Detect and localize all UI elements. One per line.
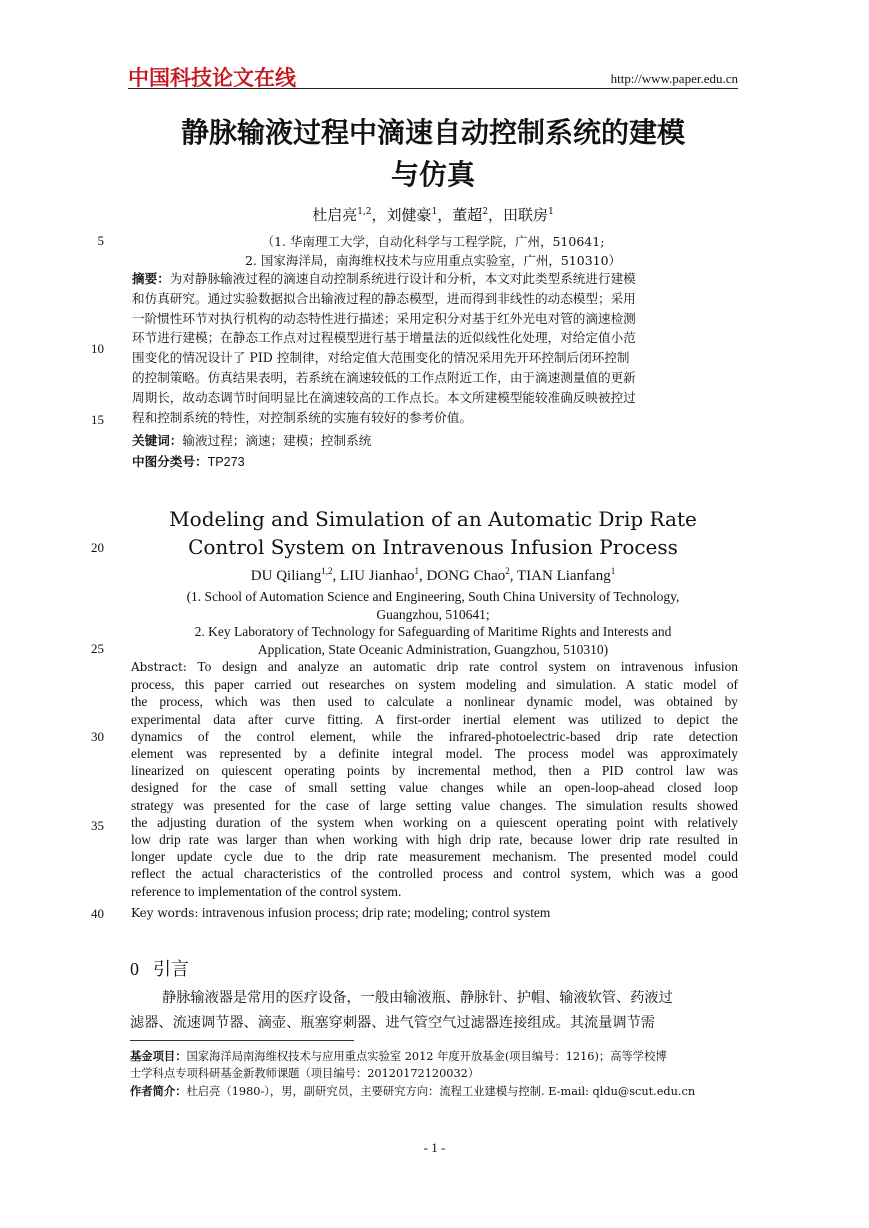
section-title: 引言 xyxy=(153,959,189,980)
abstract-zh xyxy=(132,269,738,427)
abstract-en-line: process, this paper carried out researches on system modeling and simulation. A static model of xyxy=(131,677,738,693)
affiliation-en-line: 2. Key Laboratory of Technology for Safeguarding of Maritime Rights and Interests and xyxy=(194,624,672,640)
fund-text-cont: 士学科点专项科研基金新教师课题（项目编号：20120172120032） xyxy=(130,1067,480,1081)
abstract-zh-label: 摘要： xyxy=(132,271,170,286)
abstract-zh-line: 和仿真研究。通过实验数据拟合出输液过程的静态模型，进而得到非线性的动态模型；采用 xyxy=(132,290,636,306)
affiliation-zh-2: 2. 国家海洋局，南海维权技术与应用重点实验室，广州，510310） xyxy=(244,253,622,268)
line-number: 10 xyxy=(91,341,104,356)
abstract-en-label: Abstract: xyxy=(131,660,187,674)
abstract-zh-line: 为对静脉输液过程的滴速自动控制系统进行设计和分析，本文对此类型系统进行建模 xyxy=(169,271,636,286)
intro-line: 滤器、流速调节器、滴壶、瓶塞穿刺器、进气管空气过滤器连接组成。其流量调节需 xyxy=(130,1015,655,1031)
keywords-en-text: intravenous infusion process; drip rate; modeling; control system xyxy=(201,905,551,920)
title-en-line2: Control System on Intravenous Infusion Process xyxy=(188,535,678,559)
title-zh-line1: 静脉输液过程中滴速自动控制系统的建模 xyxy=(180,116,685,149)
affiliation-en-line: (1. School of Automation Science and Engineering, South China University of Technology, xyxy=(186,589,680,604)
title-en-line1: Modeling and Simulation of an Automatic Drip Rate xyxy=(169,507,697,531)
fund-label: 基金项目： xyxy=(130,1050,187,1063)
abstract-zh-line: 周期长，故动态调节时间明显比在滴速较高的工作点长。本文所建模型能较准确反映被控过 xyxy=(132,389,636,405)
title-zh-line2: 与仿真 xyxy=(390,158,475,191)
keywords-en-label: Key words: xyxy=(131,906,199,920)
author-bio-label: 作者简介： xyxy=(130,1084,187,1098)
site-logo: 中国科技论文在线 xyxy=(128,66,296,90)
intro-line: 静脉输液器是常用的医疗设备，一般由输液瓶、静脉针、护帽、输液软管、药液过 xyxy=(162,990,673,1006)
affiliation-en-line: Guangzhou, 510641; xyxy=(376,606,490,622)
abstract-en-line: designed for the case of small setting value changes while an open-loop-ahead closed loop xyxy=(131,780,738,796)
abstract-en-line: longer update cycle due to the drip rate measurement mechanism. The presented model could xyxy=(131,849,738,865)
authors-zh: 杜启亮$^{1,2}$，刘健豪$^1$，董超$^2$，田联房$^1$ xyxy=(312,206,554,224)
abstract-en-line: low drip rate was larger than when working with high drip rate, because lower drip rate resulted in xyxy=(131,832,738,848)
line-number: 15 xyxy=(91,412,104,427)
line-number: 30 xyxy=(91,729,104,744)
authors-en: DU Qiliang$^{1,2}$, LIU Jianhao$^1$, DONG Chao$^2$, TIAN Lianfang$^1$ xyxy=(250,566,616,584)
line-number: 25 xyxy=(91,641,104,656)
abstract-en-line: the process, which was then used to calculate a nonlinear dynamic model, was obtained by xyxy=(131,694,738,710)
classification-zh-label: 中图分类号： xyxy=(132,454,208,469)
keywords-en xyxy=(131,905,738,921)
header-rule xyxy=(128,88,738,89)
line-number: 40 xyxy=(91,906,104,921)
intro-paragraph xyxy=(130,986,738,1036)
site-url[interactable]: http://www.paper.edu.cn xyxy=(610,71,738,86)
section-number: 0 xyxy=(130,959,139,979)
paper-title-en xyxy=(128,505,738,561)
abstract-zh-line: 程和控制系统的特性，对控制系统的实施有较好的参考价值。 xyxy=(132,409,473,425)
footnote-rule xyxy=(130,1040,354,1041)
abstract-en-line: To design and analyze an automatic drip rate control system on intravenous infusion xyxy=(197,659,739,674)
abstract-zh-line: 的控制策略。仿真结果表明，若系统在滴速较低的工作点附近工作，由于滴速测量值的更新 xyxy=(132,369,636,385)
abstract-en-line: element was represented by a definite integral model. The process model was approximately xyxy=(131,746,738,762)
abstract-en-line: reference to implementation of the control system. xyxy=(131,883,402,899)
abstract-en-line: the adjusting duration of the system when working on a quiescent operating point with relatively xyxy=(131,814,738,830)
abstract-zh-line: 环节进行建模；在静态工作点对过程模型进行基于增量法的近似线性化处理，对给定值小范 xyxy=(132,330,636,346)
affiliation-zh-1: （1. 华南理工大学，自动化科学与工程学院，广州，510641; xyxy=(261,234,605,249)
affiliation-en-line: Application, State Oceanic Administration, Guangzhou, 510310) xyxy=(257,641,609,657)
footnotes xyxy=(130,1048,738,1100)
abstract-en-line: strategy was presented for the case of large setting value changes. The simulation results showed xyxy=(131,797,738,813)
affiliations-en xyxy=(128,588,738,658)
abstract-zh-line: 一阶惯性环节对执行机构的动态特性进行描述；采用定积分对基于红外光电对管的滴速检测 xyxy=(132,310,636,326)
section-heading xyxy=(130,955,189,981)
abstract-en-line: dynamics of the control element, while the infrared-photoelectric-based drip rate detection xyxy=(131,728,738,744)
line-number: 20 xyxy=(91,540,104,555)
keywords-zh xyxy=(132,430,738,449)
abstract-en-line: reflect the actual characteristics of the controlled process and control system, which was a good xyxy=(131,866,738,882)
line-number: 5 xyxy=(97,233,104,248)
abstract-zh-line: 围变化的情况设计了 PID 控制律，对给定值大范围变化的情况采用先开环控制后闭环控制 xyxy=(132,350,630,366)
abstract-en-line: experimental data after curve fitting. A first-order inertial element was utilized to depict the xyxy=(131,711,738,727)
classification-zh-text: TP273 xyxy=(207,455,245,469)
fund-text: 国家海洋局南海维权技术与应用重点实验室 2012 年度开放基金(项目编号：1216)；高等学校博 xyxy=(186,1050,667,1063)
abstract-en xyxy=(131,658,738,900)
classification-zh xyxy=(132,451,738,470)
abstract-en-line: linearized on quiescent operating points by incremental method, then a PID control law was xyxy=(131,763,738,779)
line-number: 35 xyxy=(91,818,104,833)
keywords-zh-text: 输液过程；滴速；建模；控制系统 xyxy=(182,433,372,448)
paper-title-zh xyxy=(128,112,738,196)
keywords-zh-label: 关键词： xyxy=(132,433,183,448)
page-number: - 1 - xyxy=(423,1140,446,1155)
author-bio-text: 杜启亮（1980-），男，副研究员，主要研究方向：流程工业建模与控制. E-mail: qldu@scut.edu.cn xyxy=(186,1084,696,1098)
